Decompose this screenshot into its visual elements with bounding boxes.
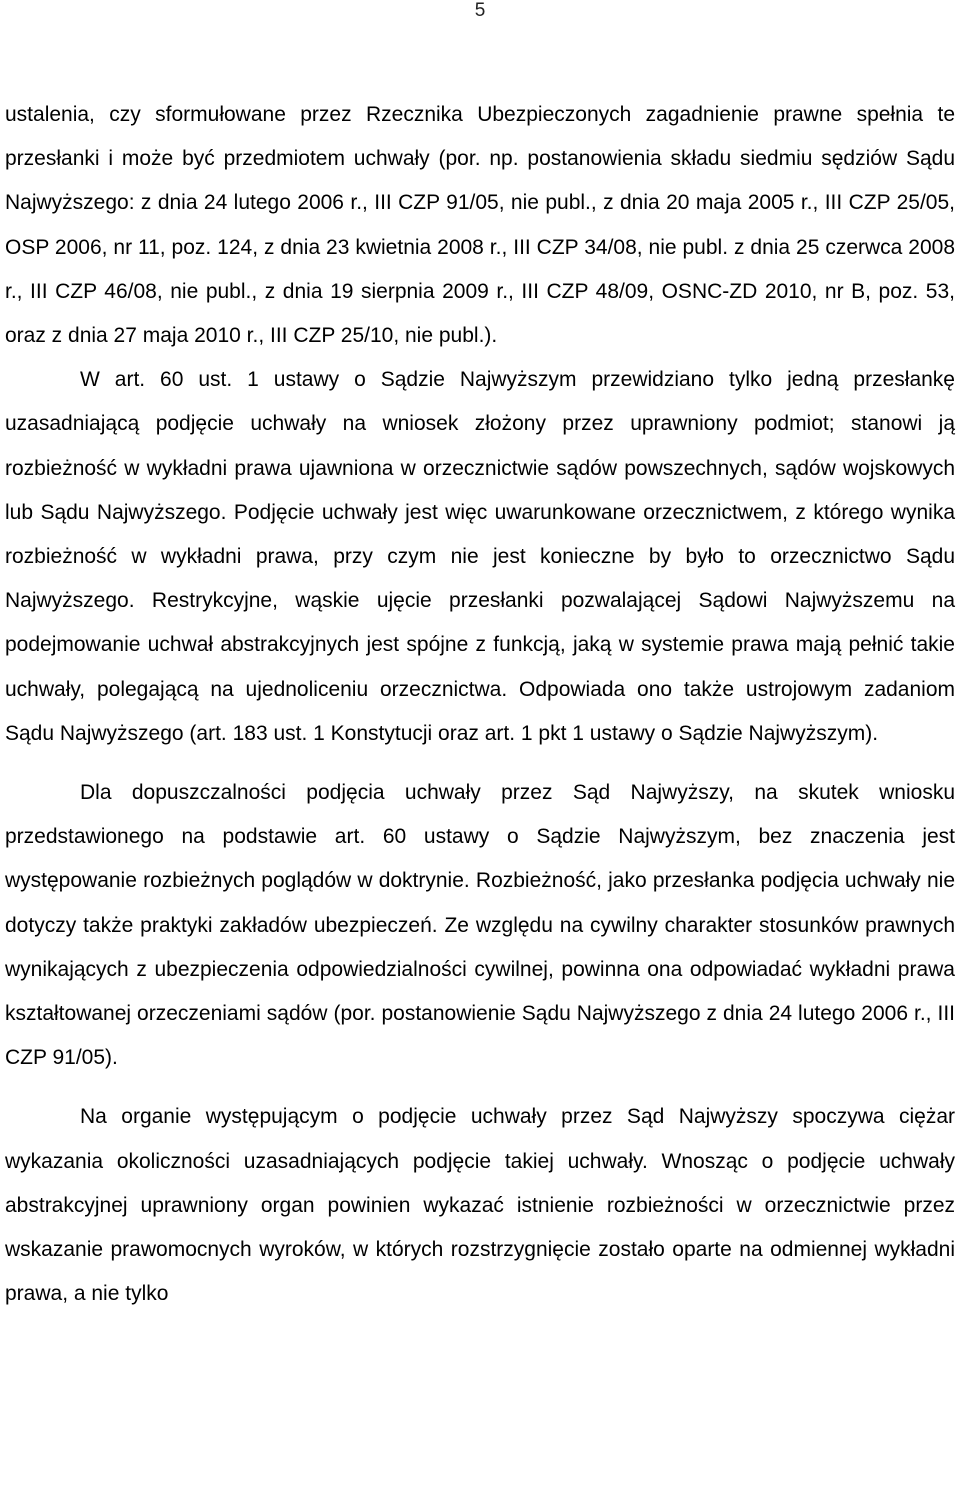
page-number: 5 <box>474 0 486 21</box>
document-body <box>5 93 955 1316</box>
paragraph-admissibility: Dla dopuszczalności podjęcia uchwały przez Sąd Najwyższy, na skutek wniosku przedstawionego na podstawie art. 60 ustawy o Sądzie Najwyższym, bez znaczenia jest występowanie rozbieżnych poglądów w doktrynie. Rozbieżność, jako przesłanka podjęcia uchwały nie dotyczy także praktyki zakładów ubezpieczeń. Ze względu na cywilny charakter stosunków prawnych wynikających z ubezpieczenia odpowiedzialności cywilnej, powinna ona odpowiadać wykładni prawa kształtowanej orzeczeniami sądów (por. postanowienie Sądu Najwyższego z dnia 24 lutego 2006 r., III CZP 91/05). <box>5 781 955 1070</box>
paragraph-art-60-premise: W art. 60 ust. 1 ustawy o Sądzie Najwyższym przewidziano tylko jedną przesłankę uzasadniającą podjęcie uchwały na wniosek złożony przez uprawniony podmiot; stanowi ją rozbieżność w wykładni prawa ujawniona w orzecznictwie sądów powszechnych, sądów wojskowych lub Sądu Najwyższego. Podjęcie uchwały jest więc uwarunkowane orzecznictwem, z którego wynika rozbieżność w wykładni prawa, przy czym nie jest konieczne by było to orzecznictwo Sądu Najwyższego. Restrykcyjne, wąskie ujęcie przesłanki pozwalającej Sądowi Najwyższemu na podejmowanie uchwał abstrakcyjnych jest spójne z funkcją, jaką w systemie prawa mają pełnić takie uchwały, polegającą na ujednoliceniu orzecznictwa. Odpowiada ono także ustrojowym zadaniom Sądu Najwyższego (art. 183 ust. 1 Konstytucji oraz art. 1 pkt 1 ustawy o Sądzie Najwyższym). <box>5 368 955 745</box>
paragraph-burden-of-proof: Na organie występującym o podjęcie uchwały przez Sąd Najwyższy spoczywa ciężar wykazania okoliczności uzasadniających podjęcie takiej uchwały. Wnosząc o podjęcie uchwały abstrakcyjnej uprawniony organ powinien wykazać istnienie rozbieżności w orzecznictwie przez wskazanie prawomocnych wyroków, w których rozstrzygnięcie zostało oparte na odmiennej wykładni prawa, a nie tylko <box>5 1105 955 1306</box>
paragraph-case-references: ustalenia, czy sformułowane przez Rzecznika Ubezpieczonych zagadnienie prawne spełnia te przesłanki i może być przedmiotem uchwały (por. np. postanowienia składu siedmiu sędziów Sądu Najwyższego: z dnia 24 lutego 2006 r., III CZP 91/05, nie publ., z dnia 20 maja 2005 r., III CZP 25/05, OSP 2006, nr 11, poz. 124, z dnia 23 kwietnia 2008 r., III CZP 34/08, nie publ. z dnia 25 czerwca 2008 r., III CZP 46/08, nie publ., z dnia 19 sierpnia 2009 r., III CZP 48/09, OSNC-ZD 2010, nr B, poz. 53, oraz z dnia 27 maja 2010 r., III CZP 25/10, nie publ.). <box>5 103 955 348</box>
